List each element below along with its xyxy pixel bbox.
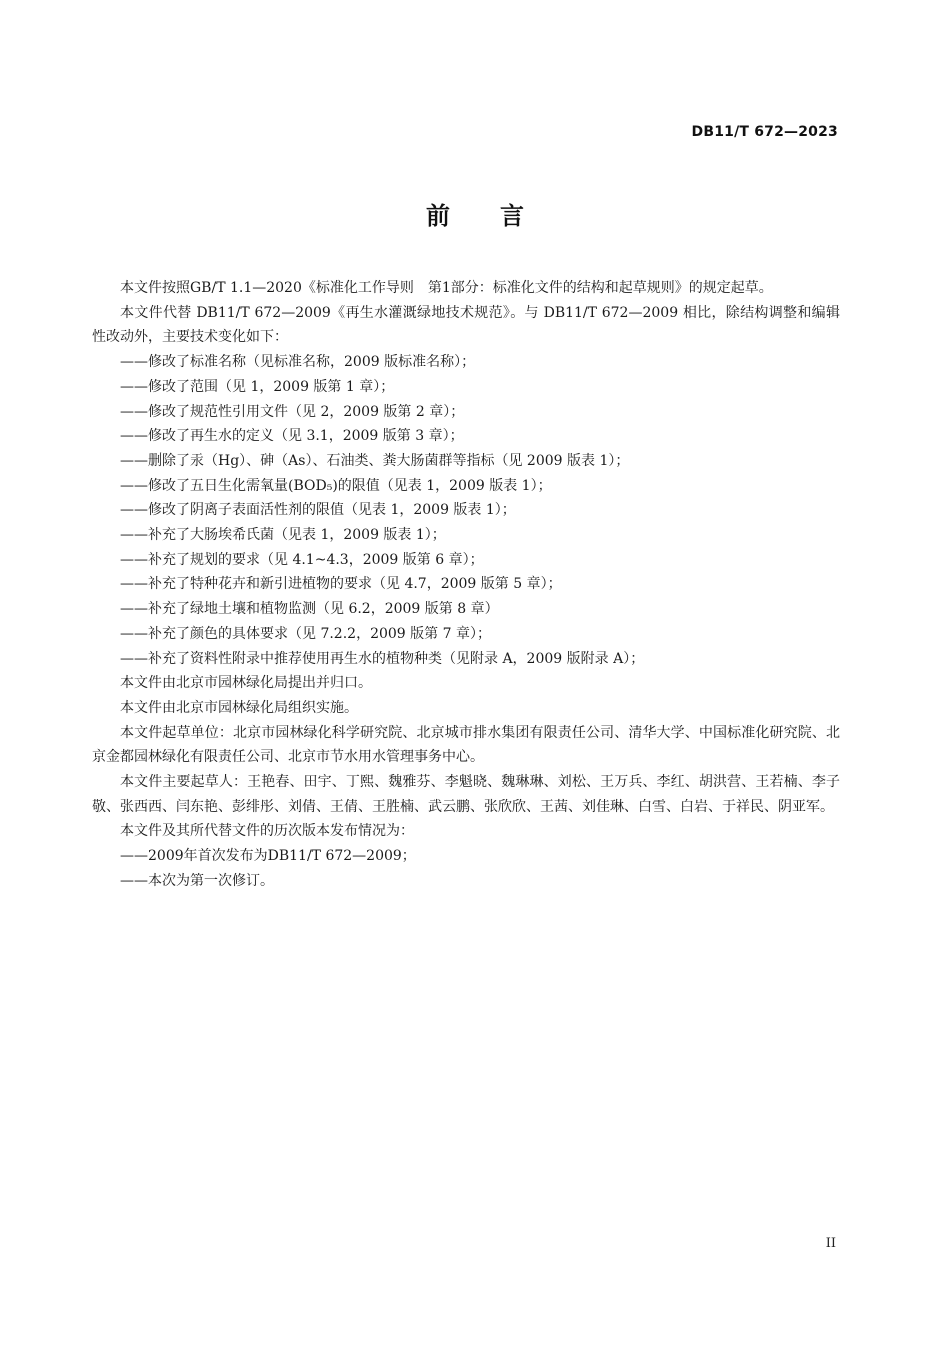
paragraph-drafting-units: 本文件起草单位：北京市园林绿化科学研究院、北京城市排水集团有限责任公司、清华大学、中国标准化研究院、北京金都园林绿化有限责任公司、北京市节水用水管理事务中心。 [92,724,840,766]
page-title: 前言 [426,202,574,230]
change-item: ——修改了阴离子表面活性剂的限值（见表 1，2009 版表 1）； [120,502,516,519]
change-item: ——补充了大肠埃希氏菌（见表 1，2009 版表 1）； [120,527,446,544]
paragraph-implementer: 本文件由北京市园林绿化局组织实施。 [120,699,358,716]
paragraph-drafting-rules: 本文件按照GB/T 1.1—2020《标准化工作导则 第1部分：标准化文件的结构和起草规则》的规定起草。 [120,280,773,296]
paragraph-proposer: 本文件由北京市园林绿化局提出并归口。 [120,675,372,692]
page-number: II [825,1236,836,1251]
change-item: ——补充了规划的要求（见 4.1~4.3，2009 版第 6 章）； [120,551,484,568]
change-item: ——补充了特种花卉和新引进植物的要求（见 4.7，2009 版第 5 章）； [120,576,562,593]
history-item: ——本次为第一次修订。 [120,872,274,889]
change-item: ——修改了再生水的定义（见 3.1，2009 版第 3 章）； [120,428,464,445]
paragraph-drafters: 本文件主要起草人：王艳春、田宇、丁熙、魏雅芬、李魁晓、魏琳琳、刘松、王万兵、李红、胡洪营、王若楠、李子敬、张西西、闫东艳、彭绯彤、刘倩、王倩、王胜楠、武云鹏、张欣欣、王茜、刘佳琳、白雪、白岩、于祥民、阴亚军。 [92,774,840,815]
paragraph-replaces: 本文件代替 DB11/T 672—2009《再生水灌溉绿地技术规范》。与 DB11/T 672—2009 相比，除结构调整和编辑性改动外，主要技术变化如下： [92,304,840,346]
document-code: DB11/T 672—2023 [691,124,838,140]
change-item: ——修改了规范性引用文件（见 2，2009 版第 2 章）； [120,403,465,420]
paragraph-history-intro: 本文件及其所代替文件的历次版本发布情况为： [120,823,414,840]
change-item: ——补充了绿地土壤和植物监测（见 6.2，2009 版第 8 章） [120,601,499,618]
history-item: ——2009年首次发布为DB11/T 672—2009； [120,848,416,865]
change-item: ——修改了标准名称（见标准名称，2009 版标准名称）； [120,354,476,371]
change-item: ——补充了资料性附录中推荐使用再生水的植物种类（见附录 A，2009 版附录 A）； [120,650,645,667]
change-item: ——删除了汞（Hg）、砷（As）、石油类、粪大肠菌群等指标（见 2009 版表 1）； [120,452,630,469]
change-item: ——修改了五日生化需氧量(BOD₅)的限值（见表 1，2009 版表 1）； [120,477,552,494]
change-item: ——修改了范围（见 1，2009 版第 1 章）； [120,378,395,395]
change-item: ——补充了颜色的具体要求（见 7.2.2，2009 版第 7 章）； [120,625,491,642]
foreword-body [92,276,840,894]
